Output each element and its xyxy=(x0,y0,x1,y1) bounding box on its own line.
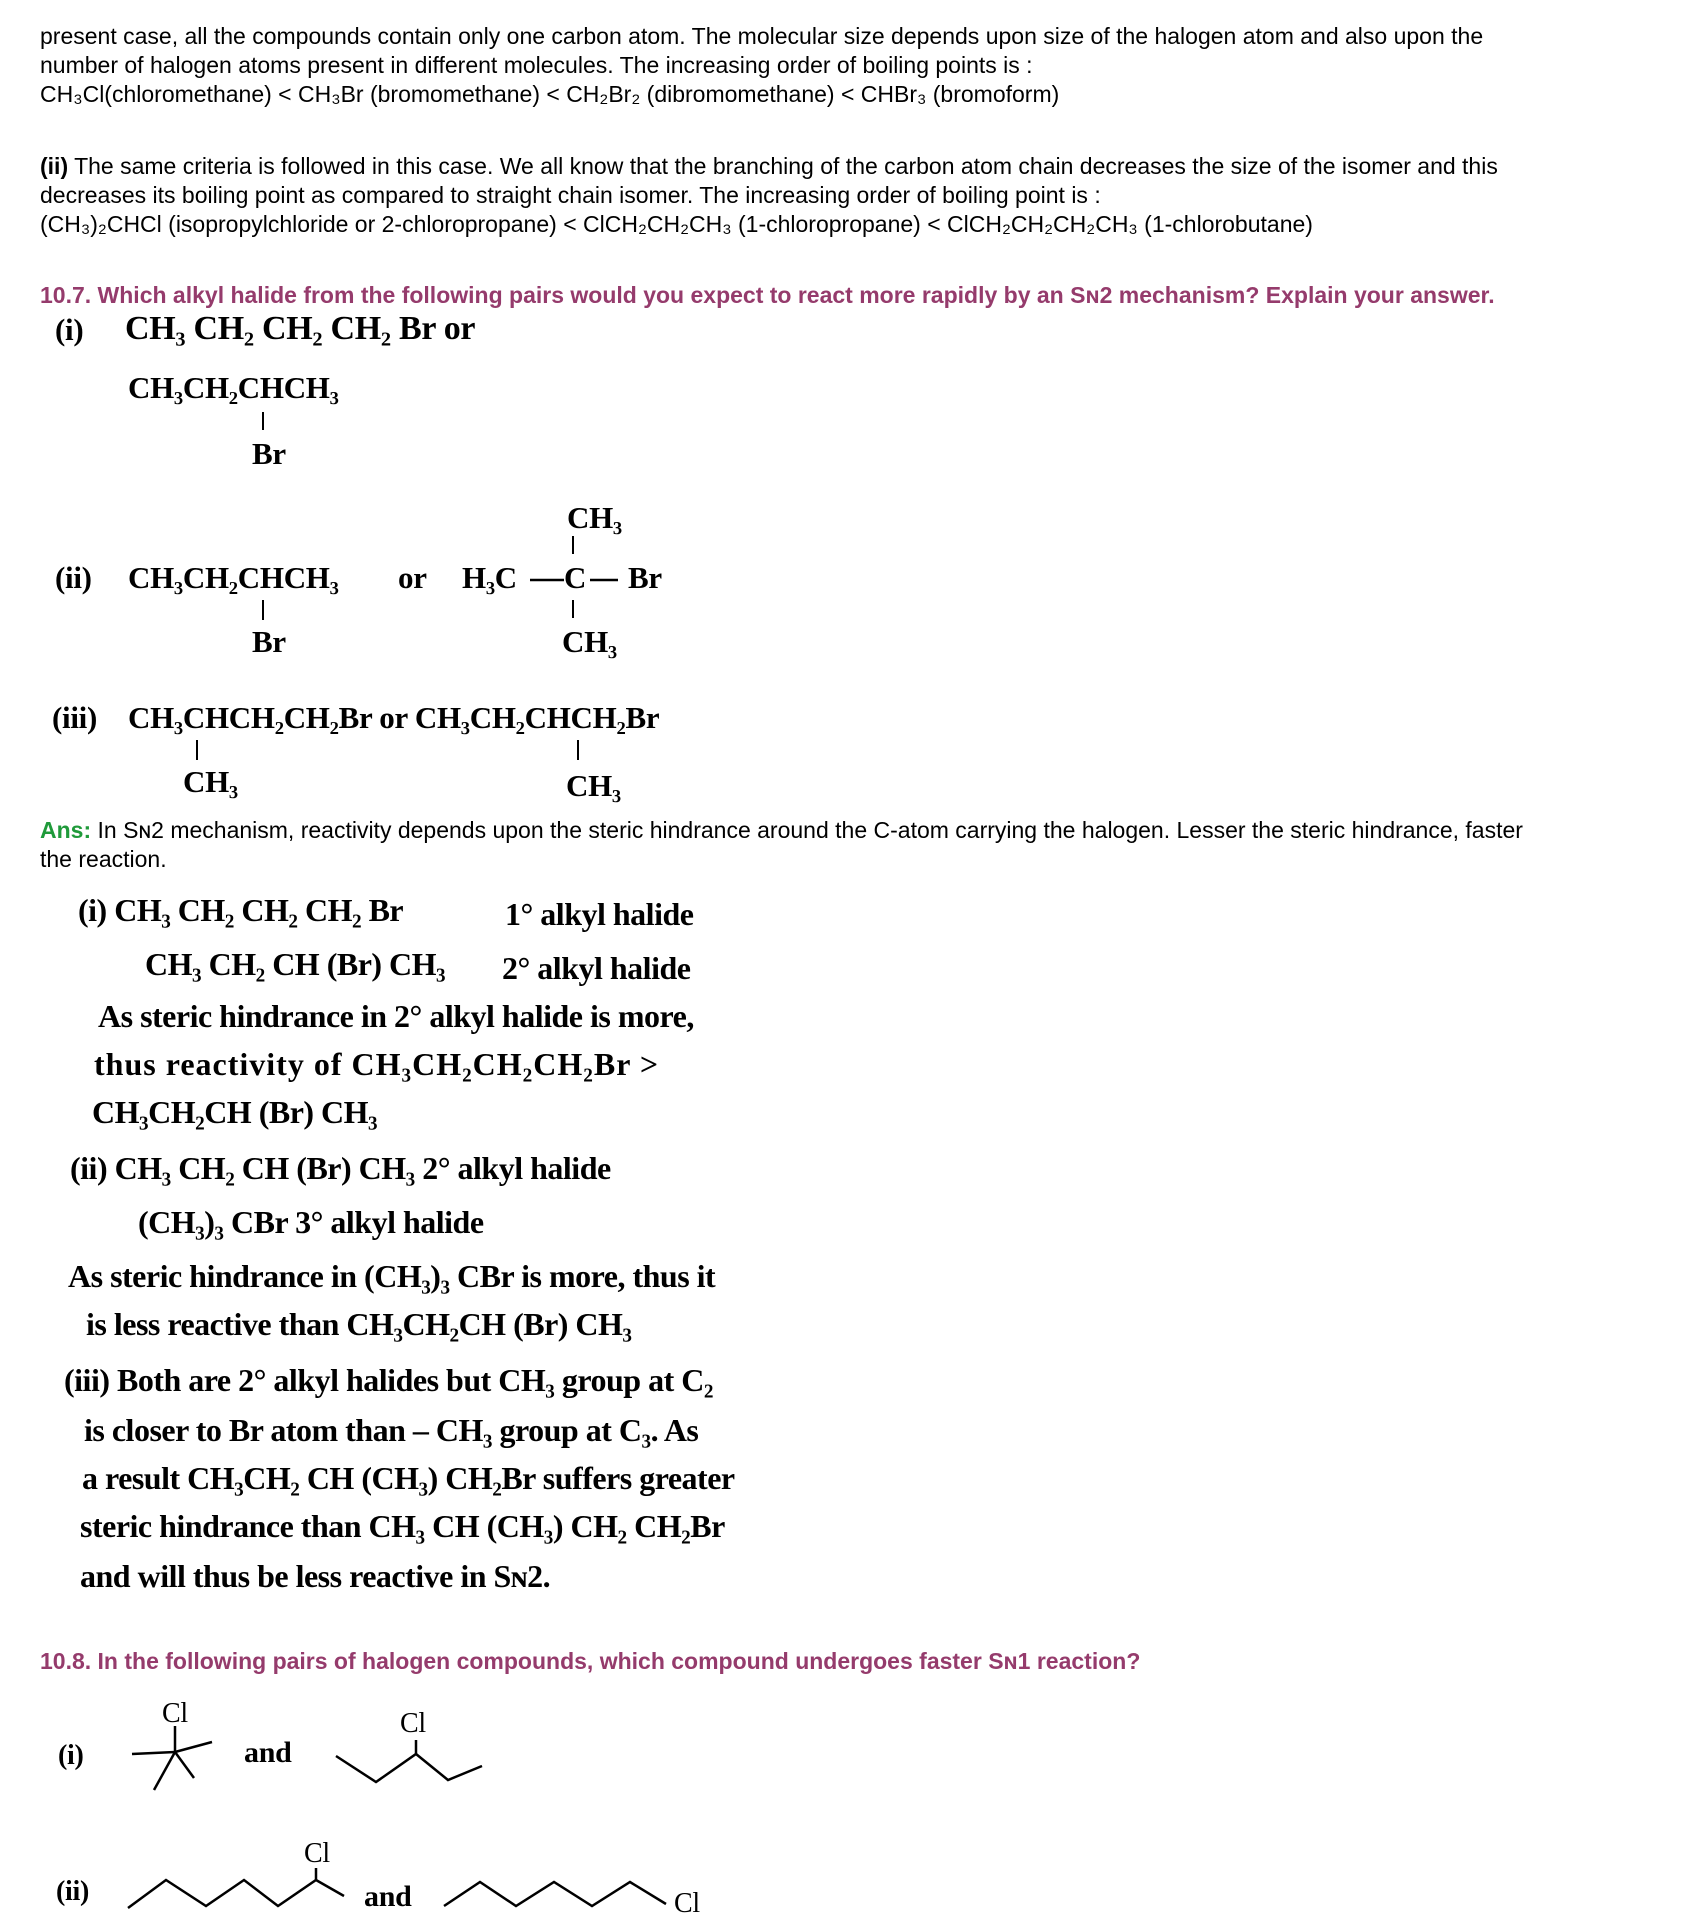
secondary-chloride-skeleton xyxy=(128,1866,348,1922)
q107-iii-formula: CH₃CHCH₂CH₂Br or CH₃CH₂CHCH₂Br xyxy=(128,700,660,735)
answer-10-7-intro xyxy=(40,816,1670,874)
answer-text-1: In Sɴ2 mechanism, reactivity depends upon the steric hindrance around the C-atom carrying the halogen. Lesser the steric hindrance, faster xyxy=(91,817,1523,843)
sec-butyl-chloride-skeleton xyxy=(336,1740,486,1790)
ans-ii-explain-2: is less reactive than CH₃CH₂CH (Br) CH₃ xyxy=(86,1306,632,1342)
q107-i-label: (i) xyxy=(55,312,84,347)
ans-iii-line-5: and will thus be less reactive in Sɴ2. xyxy=(80,1558,551,1594)
ans-ii-formula-2: (CH₃)₃ CBr 3° alkyl halide xyxy=(138,1204,484,1240)
part-ii-line-1 xyxy=(40,152,1670,181)
ans-i-class-2: 2° alkyl halide xyxy=(502,950,691,986)
q107-iii-label: (iii) xyxy=(52,700,97,735)
q107-ii-c-br: Br xyxy=(628,560,662,595)
q107-ii-ch3-bottom: CH₃ xyxy=(562,624,617,659)
ans-i-formula: (i) CH₃ CH₂ CH₂ CH₂ Br xyxy=(78,892,404,928)
part-ii-paragraph xyxy=(40,152,1670,239)
part-ii-label: (ii) xyxy=(40,153,69,179)
q107-ii-or: or xyxy=(398,560,427,595)
ans-ii-explain-1: As steric hindrance in (CH₃)₃ CBr is more, thus it xyxy=(68,1258,716,1294)
q108-ii-cl-d: Cl xyxy=(674,1888,700,1919)
q108-ii-label: (ii) xyxy=(56,1876,90,1907)
q108-ii-cl-c: Cl xyxy=(304,1838,330,1869)
intro-line-2: number of halogen atoms present in different molecules. The increasing order of boiling points is : xyxy=(40,52,1033,78)
q108-i-cl-a: Cl xyxy=(162,1698,188,1729)
q107-ii-bond-top xyxy=(572,536,574,554)
ans-ii-formula: (ii) CH₃ CH₂ CH (Br) CH₃ 2° alkyl halide xyxy=(70,1150,611,1186)
tert-butyl-chloride-skeleton xyxy=(120,1720,220,1796)
intro-line-3: CH₃Cl(chloromethane) < CH₃Br (bromomethane) < CH₂Br₂ (dibromomethane) < CHBr₃ (bromoform) xyxy=(40,81,1060,107)
ans-i-explain-1: As steric hindrance in 2° alkyl halide is more, xyxy=(98,998,694,1034)
q107-i-formula-2: CH₃CH₂CHCH₃ xyxy=(128,370,339,405)
part-ii-line-2: decreases its boiling point as compared to straight chain isomer. The increasing order of boiling point is : xyxy=(40,182,1101,208)
q107-ii-br: Br xyxy=(252,624,286,659)
answer-line-1 xyxy=(40,816,1670,845)
ans-iii-line-2: is closer to Br atom than – CH₃ group at C₃. As xyxy=(84,1412,699,1448)
q108-i-cl-b: Cl xyxy=(400,1708,426,1739)
q107-ii-label: (ii) xyxy=(55,560,92,595)
q107-ii-c: C xyxy=(564,560,587,595)
ans-i-formula-2: CH₃ CH₂ CH (Br) CH₃ xyxy=(145,946,446,982)
question-10-8: 10.8. In the following pairs of halogen compounds, which compound undergoes faster Sɴ1 reaction? xyxy=(40,1648,1141,1674)
q107-iii-bond-b xyxy=(577,740,579,760)
intro-line-1: present case, all the compounds contain only one carbon atom. The molecular size depends upon size of the halogen atom and also upon the xyxy=(40,23,1484,49)
intro-paragraph xyxy=(40,22,1670,109)
q108-i-label: (i) xyxy=(58,1740,84,1771)
ans-i-class: 1° alkyl halide xyxy=(505,896,694,932)
ans-iii-line-1: (iii) Both are 2° alkyl halides but CH₃ group at C₂ xyxy=(64,1362,713,1398)
q107-ii-bond-left xyxy=(530,578,564,582)
ans-i-explain-3: CH₃CH₂CH (Br) CH₃ xyxy=(92,1094,378,1130)
q107-ii-bond-bottom xyxy=(572,600,574,618)
ans-iii-line-4: steric hindrance than CH₃ CH (CH₃) CH₂ CH₂Br xyxy=(80,1508,725,1544)
q107-i-bond xyxy=(262,412,264,430)
q107-ii-formula: CH₃CH₂CHCH₃ xyxy=(128,560,339,595)
q107-ii-bond-right xyxy=(590,578,618,582)
q107-ii-ch3-top: CH₃ xyxy=(567,500,622,535)
q107-ii-bond-br xyxy=(262,600,264,620)
q107-i-formula: CH₃ CH₂ CH₂ CH₂ Br or xyxy=(125,310,476,347)
q107-iii-bond-a xyxy=(196,740,198,760)
q107-iii-ch3-b: CH₃ xyxy=(566,768,621,803)
answer-line-2: the reaction. xyxy=(40,846,167,872)
ans-i-explain-2: thus reactivity of CH₃CH₂CH₂CH₂Br > xyxy=(94,1046,660,1082)
q108-ii-and: and xyxy=(364,1880,412,1913)
question-10-7: 10.7. Which alkyl halide from the following pairs would you expect to react more rapidly by an Sɴ2 mechanism? Explain your answer. xyxy=(40,282,1495,308)
part-ii-text-1: The same criteria is followed in this case. We all know that the branching of the carbon atom chain decreases the size of the isomer and this xyxy=(68,153,1498,179)
answer-label: Ans: xyxy=(40,817,92,843)
q107-ii-h3c: H₃C xyxy=(462,560,517,595)
primary-chloride-skeleton xyxy=(444,1876,674,1920)
part-ii-line-3: (CH₃)₂CHCl (isopropylchloride or 2-chloropropane) < ClCH₂CH₂CH₃ (1-chloropropane) < ClCH₂CH₂CH₂CH₃ (1-chlorobutane) xyxy=(40,211,1313,237)
ans-iii-line-3: a result CH₃CH₂ CH (CH₃) CH₂Br suffers greater xyxy=(82,1460,735,1496)
q107-iii-ch3-a: CH₃ xyxy=(183,764,238,799)
q108-i-and: and xyxy=(244,1736,292,1769)
q107-i-br: Br xyxy=(252,436,286,471)
